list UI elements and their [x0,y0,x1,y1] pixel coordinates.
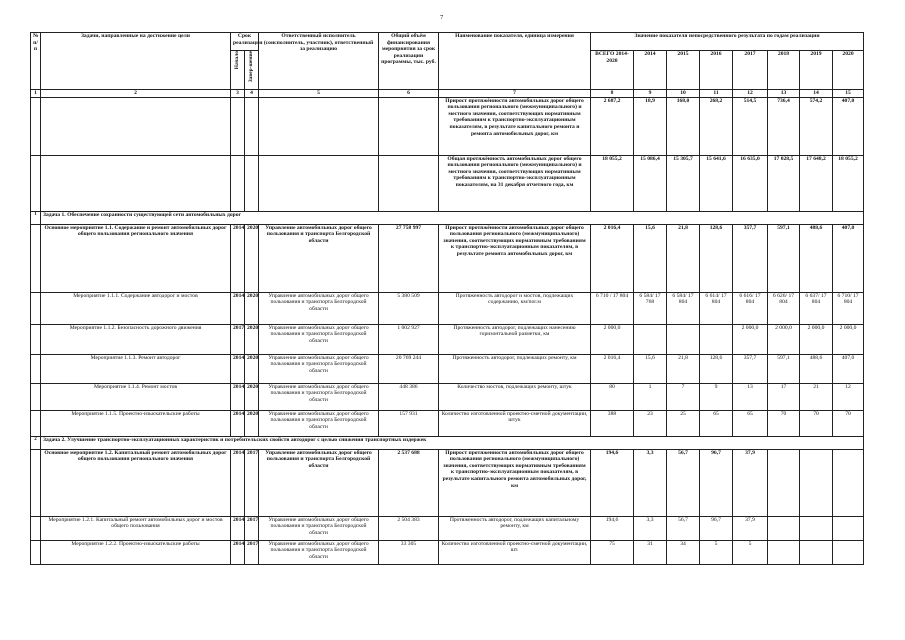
indicator-value: 6 614/ 17 804 [700,292,733,324]
table-row [31,516,864,540]
end-year: 2017 [245,516,259,540]
header-year: 2015 [667,51,700,90]
activity-name: Мероприятие 1.2.1. Капитальный ремонт автомобильных дорог и мостов общего пользования [41,516,231,540]
indicator-value: 128,6 [700,354,733,383]
indicator-name: Протяженность автодорог, подлежащих ремонту, км [439,354,591,383]
indicator-value: 357,7 [733,354,768,383]
executor: Управление автомобильных дорог общего пользования и транспорта Белгородской области [259,449,379,516]
indicator-value: 9 [700,383,733,410]
activity-name [41,97,231,155]
row-num-cell [31,155,41,211]
indicator-value: 1 [634,383,667,410]
activity-name: Мероприятие 1.1.2. Безопасность дорожного движения [41,324,231,354]
indicator-value [634,324,667,354]
indicator-value: 70 [768,410,800,436]
start-year: 2014 [231,410,245,436]
indicator-value: 2 000,0 [768,324,800,354]
indicator-value: 6 616/ 17 804 [733,292,768,324]
executor: Управление автомобильных дорог общего пользования и транспорта Белгородской области [259,410,379,436]
table-row [31,224,864,292]
start-year [231,97,245,155]
column-number: 9 [634,90,667,98]
indicator-value: 96,7 [700,516,733,540]
executor: Управление автомобильных дорог общего пользования и транспорта Белгородской области [259,540,379,564]
indicator-value: 6 637/ 17 804 [800,292,833,324]
header-values-title: Значение показателя непосредственного результата по годам реализации [591,33,864,51]
header-year: 2017 [733,51,768,90]
indicator-value: 168,0 [667,97,700,155]
indicator-value: 17 028,5 [768,155,800,211]
header-end-label: Завер-шение [248,51,255,83]
indicator-value: 597,1 [768,224,800,292]
end-year: 2020 [245,410,259,436]
indicator-value: 7 [667,383,700,410]
task-title: Задача 1. Обеспечение сохранности существующей сети автомобильных дорог [41,211,864,224]
indicator-name: Общая протяжённость автомобильных дорог общего пользования регионального (межмуниципального) и местного значения, соответствующих нормативным требованиям к транспортно-эксплуатационным показателям, на 31 декабря отчетного года, км [439,155,591,211]
indicator-name: Прирост протяжённости автомобильных дорог общего пользования регионального (межмуниципального) и местного значения, соответствующих нормативным требованиям к транспортно-эксплуатационным показателям, в результате капитального ремонта и ремонта автомобильных дорог, км [439,97,591,155]
header-financing: Общий объём финансирования мероприятия за срок реализации программы, тыс. руб. [379,33,439,90]
financing: 2 504 383 [379,516,439,540]
indicator-value: 65 [700,410,733,436]
indicator-value: 2 016,4 [591,224,634,292]
indicator-value: 15,6 [634,354,667,383]
indicator-name: Количество мостов, подлежащих ремонту, штук [439,383,591,410]
task-row [31,436,864,449]
end-year: 2017 [245,449,259,516]
header-start [231,51,245,90]
indicator-value [833,540,864,564]
table-row [31,354,864,383]
indicator-value: 13 [733,383,768,410]
indicator-value: 407,0 [833,97,864,155]
executor: Управление автомобильных дорог общего пользования и транспорта Белгородской области [259,383,379,410]
indicator-value: 23 [634,410,667,436]
header-year: 2018 [768,51,800,90]
column-number: 12 [733,90,768,98]
indicator-value [768,516,800,540]
indicator-value: 17 648,2 [800,155,833,211]
activity-name: Мероприятие 1.1.4. Ремонт мостов [41,383,231,410]
indicator-value: 21,8 [667,224,700,292]
indicator-value: 34 [667,540,700,564]
indicator-value: 65 [733,410,768,436]
column-number: 6 [379,90,439,98]
end-year: 2020 [245,354,259,383]
indicator-value: 597,1 [768,354,800,383]
indicator-value: 96,7 [700,449,733,516]
row-num-cell [31,224,41,292]
column-number: 8 [591,90,634,98]
indicator-value: 56,7 [667,516,700,540]
end-year: 2020 [245,292,259,324]
indicator-name: Протяженность автодорог, подлежащих капитальному ремонту, км [439,516,591,540]
indicator-value: 194,6 [591,516,634,540]
task-number: 1 [31,211,41,224]
header-year: 2016 [700,51,733,90]
start-year: 2017 [231,324,245,354]
column-number: 11 [700,90,733,98]
indicator-value: 574,2 [800,97,833,155]
column-number: 13 [768,90,800,98]
indicator-value [800,449,833,516]
indicator-value: 488,6 [800,354,833,383]
end-year: 2017 [245,540,259,564]
indicator-value: 15,6 [634,224,667,292]
table-row [31,324,864,354]
activity-name [41,155,231,211]
row-num-cell [31,516,41,540]
table-row [31,540,864,564]
indicator-value: 6 710/ 17 804 [833,292,864,324]
header-start-label: Начало [234,51,241,70]
table-row [31,97,864,155]
row-num-cell [31,97,41,155]
indicator-name: Протяженность автодорог, подлежащих нанесению горизонтальной разметки, км [439,324,591,354]
indicator-value [833,449,864,516]
financing: 1 002 927 [379,324,439,354]
indicator-value: 2 000,0 [733,324,768,354]
end-year: 2020 [245,383,259,410]
table-row [31,410,864,436]
row-num-cell [31,292,41,324]
financing: 33 305 [379,540,439,564]
indicator-value: 407,0 [833,224,864,292]
indicator-value: 18,9 [634,97,667,155]
indicator-value: 21,8 [667,354,700,383]
executor: Управление автомобильных дорог общего пользования и транспорта Белгородской области [259,324,379,354]
row-num-cell [31,354,41,383]
indicator-value [768,540,800,564]
indicator-value: 2 000,0 [591,324,634,354]
indicator-name: Прирост протяжённости автомобильных дорог общего пользования регионального (межмуниципального) значения, соответствующих нормативным требованиям к транспортно-эксплуатационным показателям, в результате ремонта автомобильных дорог, км [439,224,591,292]
table-row [31,155,864,211]
indicator-name: Протяженность автодорог и мостов, подлежащих содержанию, км/пог.м [439,292,591,324]
indicator-value [800,516,833,540]
indicator-value: 488,6 [800,224,833,292]
end-year: 2020 [245,224,259,292]
header-row-1 [31,33,864,51]
column-number: 1 [31,90,41,98]
row-num-cell [31,540,41,564]
start-year: 2014 [231,516,245,540]
column-number: 5 [259,90,379,98]
start-year: 2014 [231,383,245,410]
indicator-value: 6 710 / 17 804 [591,292,634,324]
activity-name: Основное мероприятие 1.1. Содержание и ремонт автомобильных дорог общего пользования регионального значения [41,224,231,292]
indicator-value: 268,2 [700,97,733,155]
task-title: Задача 2. Улучшение транспортно-эксплуатационных характеристик и потребительских свойств автодорог с целью снижения транспортных издержек [41,436,864,449]
financing: 448 386 [379,383,439,410]
header-year: 2020 [833,51,864,90]
start-year: 2014 [231,354,245,383]
indicator-value: 2 687,2 [591,97,634,155]
task-row [31,211,864,224]
start-year: 2014 [231,449,245,516]
indicator-name: Количество изготовленной проектно-сметной документации, штук [439,410,591,436]
table-row [31,292,864,324]
executor: Управление автомобильных дорог общего пользования и транспорта Белгородской области [259,354,379,383]
indicator-value: 388 [591,410,634,436]
indicator-value: 3,3 [634,449,667,516]
indicator-value: 194,6 [591,449,634,516]
header-year: 2019 [800,51,833,90]
activity-name: Основное мероприятие 1.2. Капитальный ремонт автомобильных дорог общего пользования регионального значения [41,449,231,516]
indicator-value [833,516,864,540]
indicator-value: 2 016,4 [591,354,634,383]
indicator-value: 12 [833,383,864,410]
financing: 27 758 997 [379,224,439,292]
indicator-value [768,449,800,516]
start-year: 2014 [231,540,245,564]
financing [379,155,439,211]
indicator-value: 15 641,6 [700,155,733,211]
indicator-value: 17 [768,383,800,410]
row-num-cell [31,383,41,410]
indicator-value: 18 055,2 [833,155,864,211]
end-year: 2020 [245,324,259,354]
header-end [245,51,259,90]
column-number: 2 [41,90,231,98]
end-year [245,97,259,155]
indicator-value: 15 086,4 [634,155,667,211]
column-number: 14 [800,90,833,98]
header-term: Срок реализации [231,33,259,51]
start-year [231,155,245,211]
indicator-value: 514,5 [733,97,768,155]
table-row [31,449,864,516]
column-numbers-row [31,90,864,98]
activity-name: Мероприятие 1.1.3. Ремонт автодорог [41,354,231,383]
row-num-cell [31,449,41,516]
column-number: 7 [439,90,591,98]
indicator-value: 5 [733,540,768,564]
indicator-value: 70 [800,410,833,436]
indicator-value: 37,9 [733,449,768,516]
activity-name: Мероприятие 1.2.2. Проектно-изыскательские работы [41,540,231,564]
indicator-value: 6 626/ 17 804 [768,292,800,324]
activity-name: Мероприятие 1.1.1. Содержание автодорог и мостов [41,292,231,324]
program-table [30,32,864,565]
indicator-value: 2 000,0 [833,324,864,354]
indicator-value: 2 000,0 [800,324,833,354]
indicator-value: 15 305,7 [667,155,700,211]
indicator-value: 407,0 [833,354,864,383]
header-total: ВСЕГО 2014-2020 [591,51,634,90]
executor [259,97,379,155]
indicator-value: 3,3 [634,516,667,540]
indicator-value: 736,4 [768,97,800,155]
header-num: № п/п [31,33,41,90]
header-indicator: Наименование показателя, единица измерения [439,33,591,90]
indicator-value: 75 [591,540,634,564]
indicator-value: 37,9 [733,516,768,540]
task-number: 2 [31,436,41,449]
end-year [245,155,259,211]
indicator-value: 6 584/ 17 768 [634,292,667,324]
start-year: 2014 [231,292,245,324]
indicator-value: 56,7 [667,449,700,516]
column-number: 15 [833,90,864,98]
indicator-value [800,540,833,564]
indicator-value [667,324,700,354]
financing: 2 537 688 [379,449,439,516]
indicator-name: Прирост протяженности автомобильных дорог общего пользования регионального (межмуниципального) значения, соответствующих нормативным требованиям к транспортно-эксплуатационным показателям, в результате капитального ремонта автомобильных дорог, км [439,449,591,516]
indicator-value: 16 635,0 [733,155,768,211]
indicator-value: 357,7 [733,224,768,292]
column-number: 3 [231,90,245,98]
indicator-value: 70 [833,410,864,436]
column-number: 4 [245,90,259,98]
indicator-value: 21 [800,383,833,410]
row-num-cell [31,410,41,436]
page-number: 7 [440,14,444,21]
start-year: 2014 [231,224,245,292]
indicator-name: Количество изготовленной проектно-сметной документации, шт. [439,540,591,564]
indicator-value: 5 [700,540,733,564]
header-year: 2014 [634,51,667,90]
indicator-value: 31 [634,540,667,564]
header-executor: Ответственный исполнитель (соисполнитель, участник), ответственный за реализацию [259,33,379,90]
activity-name: Мероприятие 1.1.5. Проектно-изыскательские работы [41,410,231,436]
executor: Управление автомобильных дорог общего пользования и транспорта Белгородской области [259,292,379,324]
financing: 5 380 509 [379,292,439,324]
financing [379,97,439,155]
executor: Управление автомобильных дорог общего пользования и транспорта Белгородской области [259,224,379,292]
table-row [31,383,864,410]
row-num-cell [31,324,41,354]
indicator-value [700,324,733,354]
indicator-value: 6 584/ 17 804 [667,292,700,324]
financing: 157 931 [379,410,439,436]
executor: Управление автомобильных дорог общего пользования и транспорта Белгородской области [259,516,379,540]
indicator-value: 25 [667,410,700,436]
indicator-value: 128,6 [700,224,733,292]
financing: 20 769 244 [379,354,439,383]
executor [259,155,379,211]
indicator-value: 80 [591,383,634,410]
column-number: 10 [667,90,700,98]
indicator-value: 18 055,2 [591,155,634,211]
header-tasks: Задачи, направленные на достижение цели [41,33,231,90]
